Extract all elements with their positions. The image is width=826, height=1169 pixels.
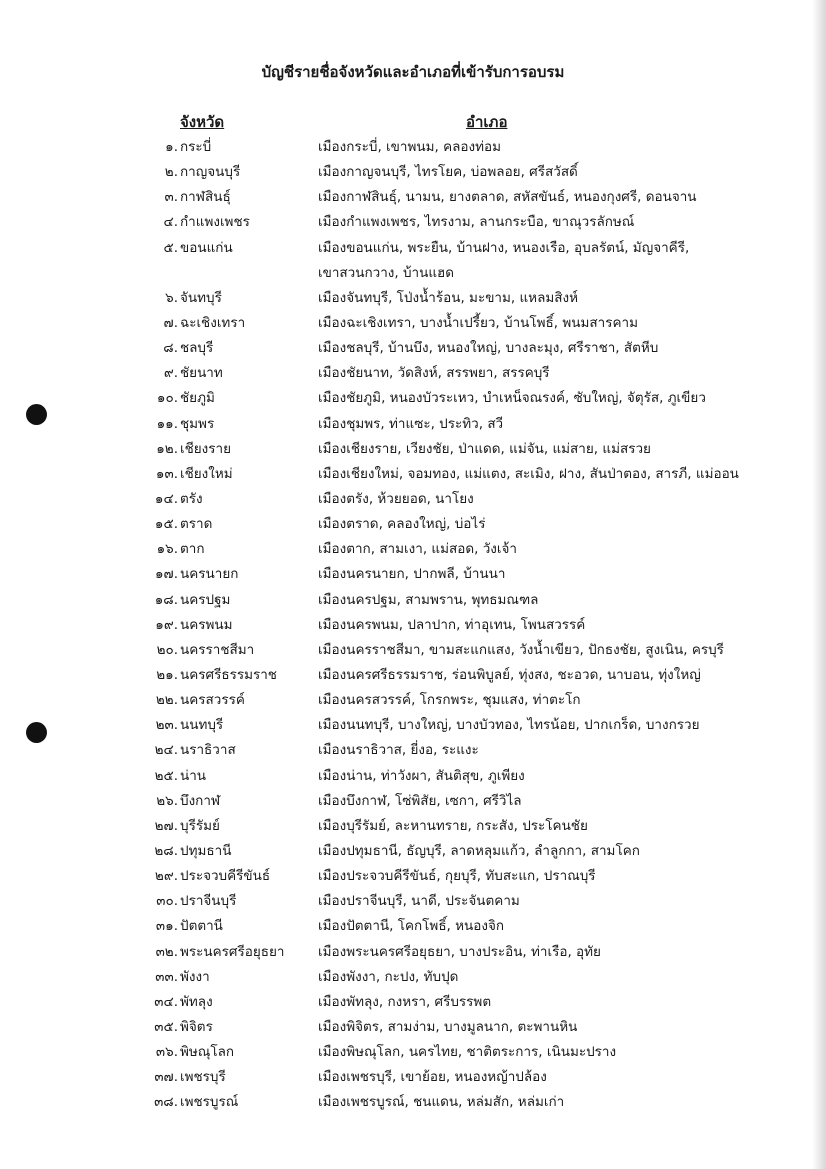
- item-number: ๑๓.: [155, 465, 178, 482]
- item-number: ๑๘.: [154, 591, 178, 608]
- district-list: [318, 185, 730, 210]
- list-item: [0, 135, 826, 160]
- district-list: [318, 236, 730, 286]
- list-item: [0, 990, 826, 1015]
- item-number: ๑๔.: [154, 490, 178, 507]
- item-number: ๒.: [164, 164, 178, 181]
- province-name: กาญจนบุรี: [180, 164, 241, 181]
- item-number: ๓๔.: [154, 993, 178, 1010]
- list-item: [0, 512, 826, 537]
- column-header-district: อำเภอ: [466, 113, 508, 131]
- list-item: [0, 437, 826, 462]
- district-line: เมืองพัทลุง, กงหรา, ศรีบรรพต: [318, 993, 492, 1010]
- province-name: นครสวรรค์: [180, 692, 245, 709]
- item-number: ๓๐.: [156, 893, 178, 910]
- district-line: เมืองน่าน, ท่าวังผา, สันติสุข, ภูเพียง: [318, 767, 525, 784]
- district-list: [318, 160, 730, 185]
- item-number: ๔.: [163, 214, 178, 231]
- district-list: [318, 1065, 730, 1090]
- item-number: ๑๗.: [154, 566, 178, 583]
- district-line: เมืองกระบี่, เขาพนม, คลองท่อม: [318, 139, 501, 155]
- province-name: นครปฐม: [180, 591, 231, 608]
- district-list: [318, 336, 730, 361]
- district-list: [318, 1040, 730, 1065]
- district-list: [318, 940, 730, 965]
- list-item: [0, 889, 826, 914]
- province-name: ชลบุรี: [180, 340, 214, 357]
- list-item: [0, 789, 826, 814]
- province-name: นครนายก: [180, 566, 239, 583]
- district-line: เมืองกำแพงเพชร, ไทรงาม, ลานกระบือ, ขาณุวรลักษณ์: [318, 214, 635, 231]
- item-number: ๑๒.: [156, 440, 178, 457]
- list-item: [0, 588, 826, 613]
- district-line: เมืองนครพนม, ปลาปาก, ท่าอุเทน, โพนสวรรค์: [318, 616, 586, 633]
- district-line: เมืองตรัง, ห้วยยอด, นาโยง: [318, 490, 474, 507]
- district-line: เมืองตราด, คลองใหญ่, บ่อไร่: [318, 516, 486, 533]
- district-line: เมืองเชียงราย, เวียงชัย, ป่าแดด, แม่จัน, แม่สาย, แม่สรวย: [318, 440, 651, 457]
- province-name: พิจิตร: [180, 1018, 213, 1035]
- item-number: ๒๑.: [156, 666, 178, 683]
- district-list: [318, 914, 730, 939]
- district-line: เขาสวนกวาง, บ้านแฮด: [318, 264, 455, 281]
- list-item: [0, 236, 826, 286]
- district-list: [318, 386, 730, 411]
- district-list: [318, 437, 730, 462]
- item-number: ๑๐.: [156, 390, 178, 407]
- district-line: เมืองปราจีนบุรี, นาดี, ประจันตคาม: [318, 893, 520, 910]
- province-name: นครศรีธรรมราช: [180, 666, 277, 683]
- district-line: เมืองปัตตานี, โคกโพธิ์, หนองจิก: [318, 918, 505, 935]
- district-line: เมืองจันทบุรี, โป่งน้ำร้อน, มะขาม, แหลมสิงห์: [318, 289, 578, 306]
- province-name: พังงา: [180, 968, 210, 985]
- district-line: เมืองชลบุรี, บ้านบึง, หนองใหญ่, บางละมุง, ศรีราชา, สัตหีบ: [318, 340, 659, 357]
- item-number: ๓.: [164, 189, 178, 206]
- item-number: ๑๖.: [156, 541, 178, 558]
- list-item: [0, 738, 826, 763]
- list-item: [0, 1065, 826, 1090]
- district-line: เมืองเพชรบูรณ์, ชนแดน, หล่มสัก, หล่มเก่า: [318, 1094, 565, 1111]
- province-name: ขอนแก่น: [180, 239, 233, 256]
- list-item: [0, 914, 826, 939]
- district-list: [318, 613, 730, 638]
- list-item: [0, 286, 826, 311]
- district-line: เมืองชัยนาท, วัดสิงห์, สรรพยา, สรรคบุรี: [318, 365, 550, 382]
- province-name: กำแพงเพชร: [180, 214, 250, 231]
- district-line: เมืองเพชรบุรี, เขาย้อย, หนองหญ้าปล้อง: [318, 1069, 547, 1086]
- district-line: เมืองบุรีรัมย์, ละหานทราย, กระสัง, ประโคนชัย: [318, 817, 588, 834]
- province-name: พระนครศรีอยุธยา: [180, 943, 285, 960]
- district-list: [318, 562, 730, 587]
- district-list: [318, 487, 730, 512]
- province-name: ตาก: [180, 541, 205, 558]
- district-line: เมืองปทุมธานี, ธัญบุรี, ลาดหลุมแก้ว, ลำลูกกา, สามโคก: [318, 842, 640, 859]
- district-line: เมืองกาฬสินธุ์, นามน, ยางตลาด, สหัสขันธ์, หนองกุงศรี, ดอนจาน: [318, 189, 697, 206]
- list-item: [0, 160, 826, 185]
- province-name: ชุมพร: [180, 415, 215, 432]
- province-name: บึงกาฬ: [180, 792, 221, 809]
- item-number: ๓๖.: [155, 1044, 178, 1061]
- list-item: [0, 386, 826, 411]
- district-list: [318, 789, 730, 814]
- list-item: [0, 814, 826, 839]
- list-item: [0, 537, 826, 562]
- province-list: [0, 135, 826, 1116]
- item-number: ๓๘.: [154, 1094, 178, 1111]
- item-number: ๒๖.: [156, 792, 178, 809]
- item-number: ๑๕.: [154, 516, 178, 533]
- district-line: เมืองพระนครศรีอยุธยา, บางประอิน, ท่าเรือ, อุทัย: [318, 943, 601, 960]
- district-list: [318, 1090, 730, 1115]
- province-name: ปทุมธานี: [180, 842, 232, 859]
- list-item: [0, 412, 826, 437]
- item-number: ๓๑.: [155, 918, 178, 935]
- district-list: [318, 688, 730, 713]
- district-list: [318, 286, 730, 311]
- district-line: เมืองพิจิตร, สามง่าม, บางมูลนาก, ตะพานหิน: [318, 1018, 578, 1035]
- province-name: เพชรบุรี: [180, 1069, 226, 1086]
- district-list: [318, 839, 730, 864]
- district-list: [318, 764, 730, 789]
- province-name: เพชรบูรณ์: [180, 1094, 239, 1111]
- document-title: บัญชีรายชื่อจังหวัดและอำเภอที่เข้ารับการอบรม: [261, 63, 565, 81]
- item-number: ๓๗.: [154, 1069, 178, 1086]
- district-line: เมืองนครนายก, ปากพลี, บ้านนา: [318, 566, 506, 583]
- column-header-province: จังหวัด: [180, 113, 225, 131]
- district-list: [318, 588, 730, 613]
- list-item: [0, 1015, 826, 1040]
- district-line: เมืองพังงา, กะปง, ทับปุด: [318, 968, 459, 985]
- list-item: [0, 185, 826, 210]
- district-list: [318, 462, 739, 487]
- province-name: นครพนม: [180, 616, 233, 633]
- district-list: [318, 210, 730, 235]
- province-name: ตราด: [180, 516, 213, 533]
- district-line: เมืองพิษณุโลก, นครไทย, ชาติตระการ, เนินมะปราง: [318, 1044, 617, 1061]
- province-name: นนทบุรี: [180, 717, 224, 734]
- district-line: เมืองบึงกาฬ, โซ่พิสัย, เซกา, ศรีวิไล: [318, 792, 522, 809]
- list-item: [0, 864, 826, 889]
- district-list: [318, 1015, 730, 1040]
- list-item: [0, 713, 826, 738]
- item-number: ๒๔.: [154, 742, 178, 759]
- district-line: เมืองชุมพร, ท่าแซะ, ประทิว, สวี: [318, 415, 504, 432]
- district-line: เมืองนครศรีธรรมราช, ร่อนพิบูลย์, ทุ่งสง, ชะอวด, นาบอน, ทุ่งใหญ่: [318, 666, 701, 683]
- district-line: เมืองนราธิวาส, ยี่งอ, ระแงะ: [318, 742, 479, 759]
- item-number: ๒๐.: [156, 641, 178, 658]
- list-item: [0, 688, 826, 713]
- item-number: ๒๒.: [155, 692, 178, 709]
- district-line: เมืองฉะเชิงเทรา, บางน้ำเปรี้ยว, บ้านโพธิ์, พนมสารคาม: [318, 315, 638, 331]
- district-list: [318, 512, 730, 537]
- district-line: เมืองประจวบคีรีขันธ์, กุยบุรี, ทับสะแก, ปราณบุรี: [318, 868, 596, 885]
- item-number: ๗.: [163, 315, 178, 331]
- province-name: ปราจีนบุรี: [180, 893, 237, 910]
- item-number: ๒๗.: [154, 817, 178, 834]
- list-item: [0, 361, 826, 386]
- province-name: ปัตตานี: [180, 918, 223, 935]
- district-list: [318, 663, 730, 688]
- item-number: ๒๓.: [155, 717, 178, 734]
- district-list: [318, 889, 730, 914]
- list-item: [0, 839, 826, 864]
- district-list: [318, 738, 730, 763]
- province-name: พิษณุโลก: [180, 1044, 235, 1061]
- district-list: [318, 537, 730, 562]
- district-list: [318, 412, 730, 437]
- district-list: [318, 864, 730, 889]
- province-name: กาฬสินธุ์: [180, 189, 231, 206]
- item-number: ๒๙.: [154, 868, 178, 885]
- list-item: [0, 940, 826, 965]
- item-number: ๑๙.: [155, 616, 178, 633]
- district-list: [318, 135, 730, 160]
- list-item: [0, 1090, 826, 1115]
- district-line: เมืองขอนแก่น, พระยืน, บ้านฝาง, หนองเรือ, อุบลรัตน์, มัญจาคีรี,: [318, 239, 690, 256]
- district-list: [318, 965, 730, 990]
- item-number: ๖.: [165, 289, 178, 306]
- province-name: ชัยภูมิ: [180, 390, 215, 407]
- district-line: เมืองนนทบุรี, บางใหญ่, บางบัวทอง, ไทรน้อย, ปากเกร็ด, บางกรวย: [318, 717, 700, 734]
- list-item: [0, 663, 826, 688]
- list-item: [0, 487, 826, 512]
- province-name: นครราชสีมา: [180, 641, 255, 658]
- district-list: [318, 990, 730, 1015]
- district-line: เมืองนครสวรรค์, โกรกพระ, ชุมแสง, ท่าตะโก: [318, 692, 581, 709]
- district-list: [318, 638, 730, 663]
- item-number: ๓๓.: [155, 968, 178, 985]
- item-number: ๓๕.: [154, 1018, 178, 1035]
- province-name: ตรัง: [180, 490, 203, 507]
- district-line: เมืองนครปฐม, สามพราน, พุทธมณฑล: [318, 591, 539, 608]
- province-name: ชัยนาท: [180, 365, 223, 382]
- district-list: [318, 311, 730, 336]
- district-line: เมืองตาก, สามเงา, แม่สอด, วังเจ้า: [318, 541, 517, 558]
- list-item: [0, 613, 826, 638]
- item-number: ๒๘.: [154, 842, 178, 859]
- district-line: เมืองกาญจนบุรี, ไทรโยค, บ่อพลอย, ศรีสวัสดิ์: [318, 164, 578, 181]
- list-item: [0, 764, 826, 789]
- list-item: [0, 965, 826, 990]
- province-name: ประจวบคีรีขันธ์: [180, 868, 271, 885]
- district-line: เมืองชัยภูมิ, หนองบัวระเหว, บำเหน็จณรงค์, ซับใหญ่, จัตุรัส, ภูเขียว: [318, 390, 706, 407]
- province-name: เชียงราย: [180, 440, 232, 457]
- item-number: ๙.: [163, 365, 178, 382]
- list-item: [0, 462, 826, 487]
- item-number: ๕.: [163, 239, 178, 256]
- item-number: ๑.: [165, 139, 178, 155]
- province-name: เชียงใหม่: [180, 465, 233, 482]
- list-item: [0, 210, 826, 235]
- list-item: [0, 562, 826, 587]
- list-item: [0, 336, 826, 361]
- province-name: จันทบุรี: [180, 289, 222, 306]
- province-name: ฉะเชิงเทรา: [180, 315, 246, 331]
- item-number: ๘.: [163, 340, 178, 357]
- province-name: พัทลุง: [180, 993, 213, 1010]
- list-item: [0, 1040, 826, 1065]
- district-list: [318, 713, 730, 738]
- province-name: นราธิวาส: [180, 742, 236, 759]
- item-number: ๑๑.: [156, 415, 178, 432]
- province-name: บุรีรัมย์: [180, 817, 220, 834]
- district-list: [318, 361, 730, 386]
- list-item: [0, 638, 826, 663]
- list-item: [0, 311, 826, 336]
- province-name: น่าน: [180, 767, 207, 784]
- district-line: เมืองนครราชสีมา, ขามสะแกแสง, วังน้ำเขียว, ปักธงชัย, สูงเนิน, ครบุรี: [318, 641, 724, 658]
- item-number: ๒๕.: [154, 767, 178, 784]
- item-number: ๓๒.: [155, 943, 178, 960]
- province-name: กระบี่: [180, 139, 212, 155]
- district-line: เมืองเชียงใหม่, จอมทอง, แม่แตง, สะเมิง, ฝาง, สันป่าตอง, สารภี, แม่ออน: [318, 465, 739, 482]
- district-list: [318, 814, 730, 839]
